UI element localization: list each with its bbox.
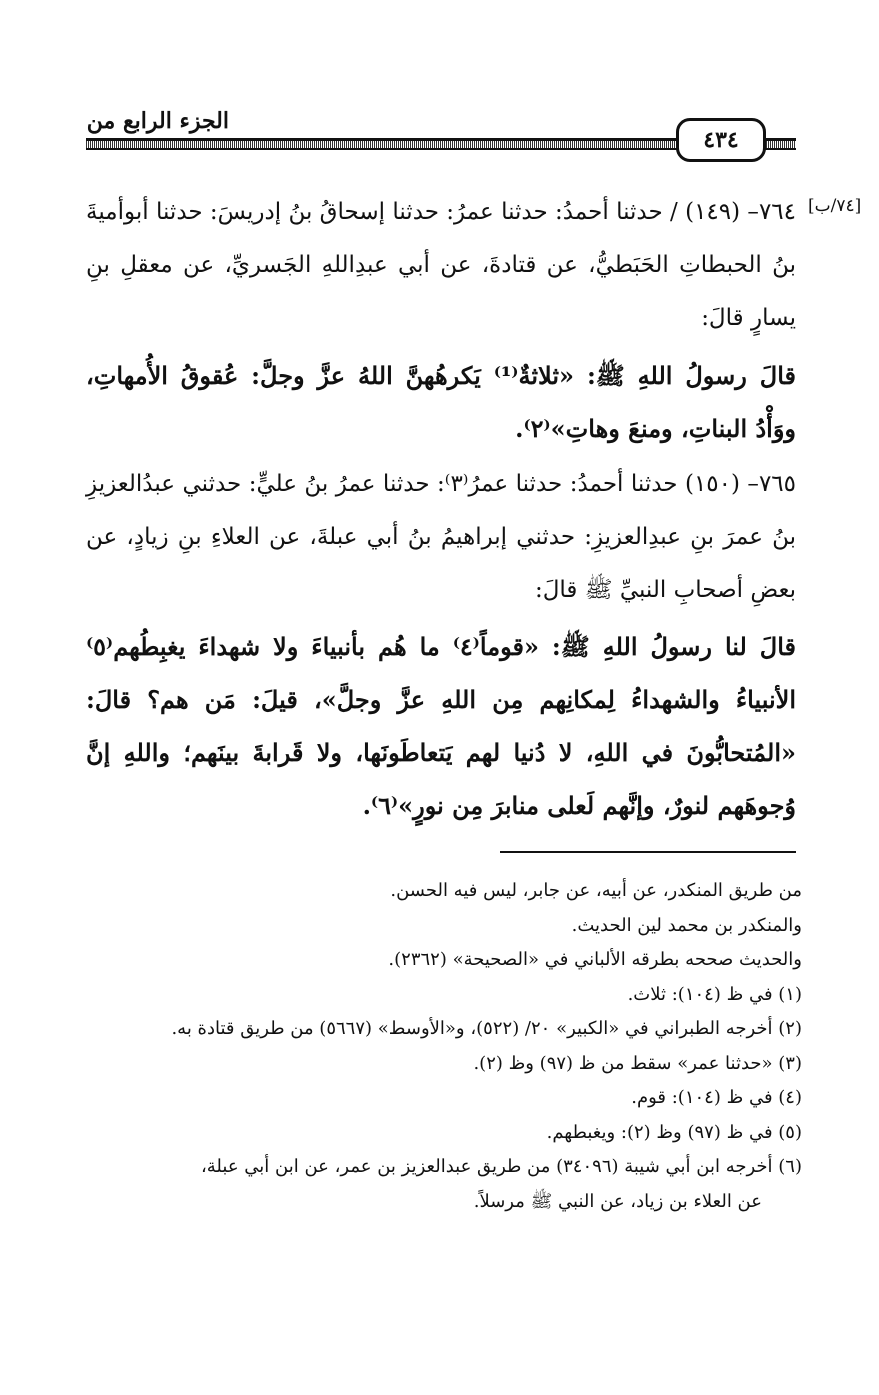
footnote-line: والحديث صححه بطرقه الألباني في «الصحيحة» (٢٣٦٢). [388,949,802,970]
footnote-line: (٥) في ظ (٩٧) وظ (٢): ويغبطهم. [546,1121,802,1143]
hadith-764-isnad [86,186,796,345]
hadith-764-matn [86,349,796,455]
paragraph-text: قالَ لنا رسولُ اللهِ ﷺ: «قوماً⁽٤⁾ ما هُم بأنبياءَ ولا شهداءَ يغبِطُهم⁽٥⁾ الأنبياءُ والشهداءُ لِمكانِهم مِن اللهِ عزَّ وجلَّ»، قيلَ: مَن هم؟ قالَ: «المُتحابُّونَ في اللهِ، لا دُنيا لهم يَتعاطَونَها، ولا قَرابةَ بينَهم؛ واللهِ إنَّ وُجوهَهم لنورٌ، وإنَّهم لَعلى منابرَ مِن نورٍ»⁽٦⁾. [86,632,797,820]
footnote-line: والمنكدر بن محمد لين الحديث. [571,914,802,936]
page-number: ٤٣٤ [676,118,766,162]
running-header-title: الجزء الرابع من [86,108,229,134]
paragraph-text: ٧٦٤– (١٤٩) / حدثنا أحمدُ: حدثنا عمرُ: حدثنا إسحاقُ بنُ إدريسَ: حدثنا أبوأميةَ بنُ الحبطاتِ الحَبَطيُّ، عن قتادةَ، عن أبي عبدِاللهِ الجَسريِّ، عن معقلِ بنِ يسارٍ قالَ: [86,199,796,331]
footnote-line: من طريق المنكدر، عن أبيه، عن جابر، ليس فيه الحسن. [390,880,802,901]
margin-manuscript-ref: [٧٤/ب] [808,196,862,216]
footnote-line: (٢) أخرجه الطبراني في «الكبير» ٢٠/ (٥٢٢)، و«الأوسط» (٥٦٦٧) من طريق قتادة به. [171,1018,802,1039]
footnote-separator [500,851,796,853]
footnote-line: (٣) «حدثنا عمر» سقط من ظ (٩٧) وظ (٢). [473,1052,802,1074]
footnote-line: (١) في ظ (١٠٤): ثلاث. [627,983,802,1005]
footnote-line: (٦) أخرجه ابن أبي شيبة (٣٤٠٩٦) من طريق عبدالعزيز بن عمر، عن ابن أبي عبلة، [200,1156,802,1177]
paragraph-text: قالَ رسولُ اللهِ ﷺ: «ثلاثةٌ⁽¹⁾ يَكرهُهنَّ اللهُ عزَّ وجلَّ: عُقوقُ الأُمهاتِ، ووَأْدُ البناتِ، ومنعَ وهاتِ»⁽٢⁾. [86,361,796,443]
hadith-765-isnad [86,458,796,617]
paragraph-text: ٧٦٥– (١٥٠) حدثنا أحمدُ: حدثنا عمرُ⁽٣⁾: حدثنا عمرُ بنُ عليٍّ: حدثني عبدُالعزيزِ بنُ عمرَ بنِ عبدِالعزيزِ: حدثني إبراهيمُ بنُ أبي عبلةَ، عن العلاءِ بنِ زيادٍ، عن بعضِ أصحابِ النبيِّ ﷺ قالَ: [86,471,796,603]
footnotes [86,874,802,1219]
footnote-line: (٤) في ظ (١٠٤): قوم. [631,1087,802,1108]
footnote-line: عن العلاء بن زياد، عن النبي ﷺ مرسلاً. [473,1190,762,1212]
hadith-765-matn [86,620,796,832]
